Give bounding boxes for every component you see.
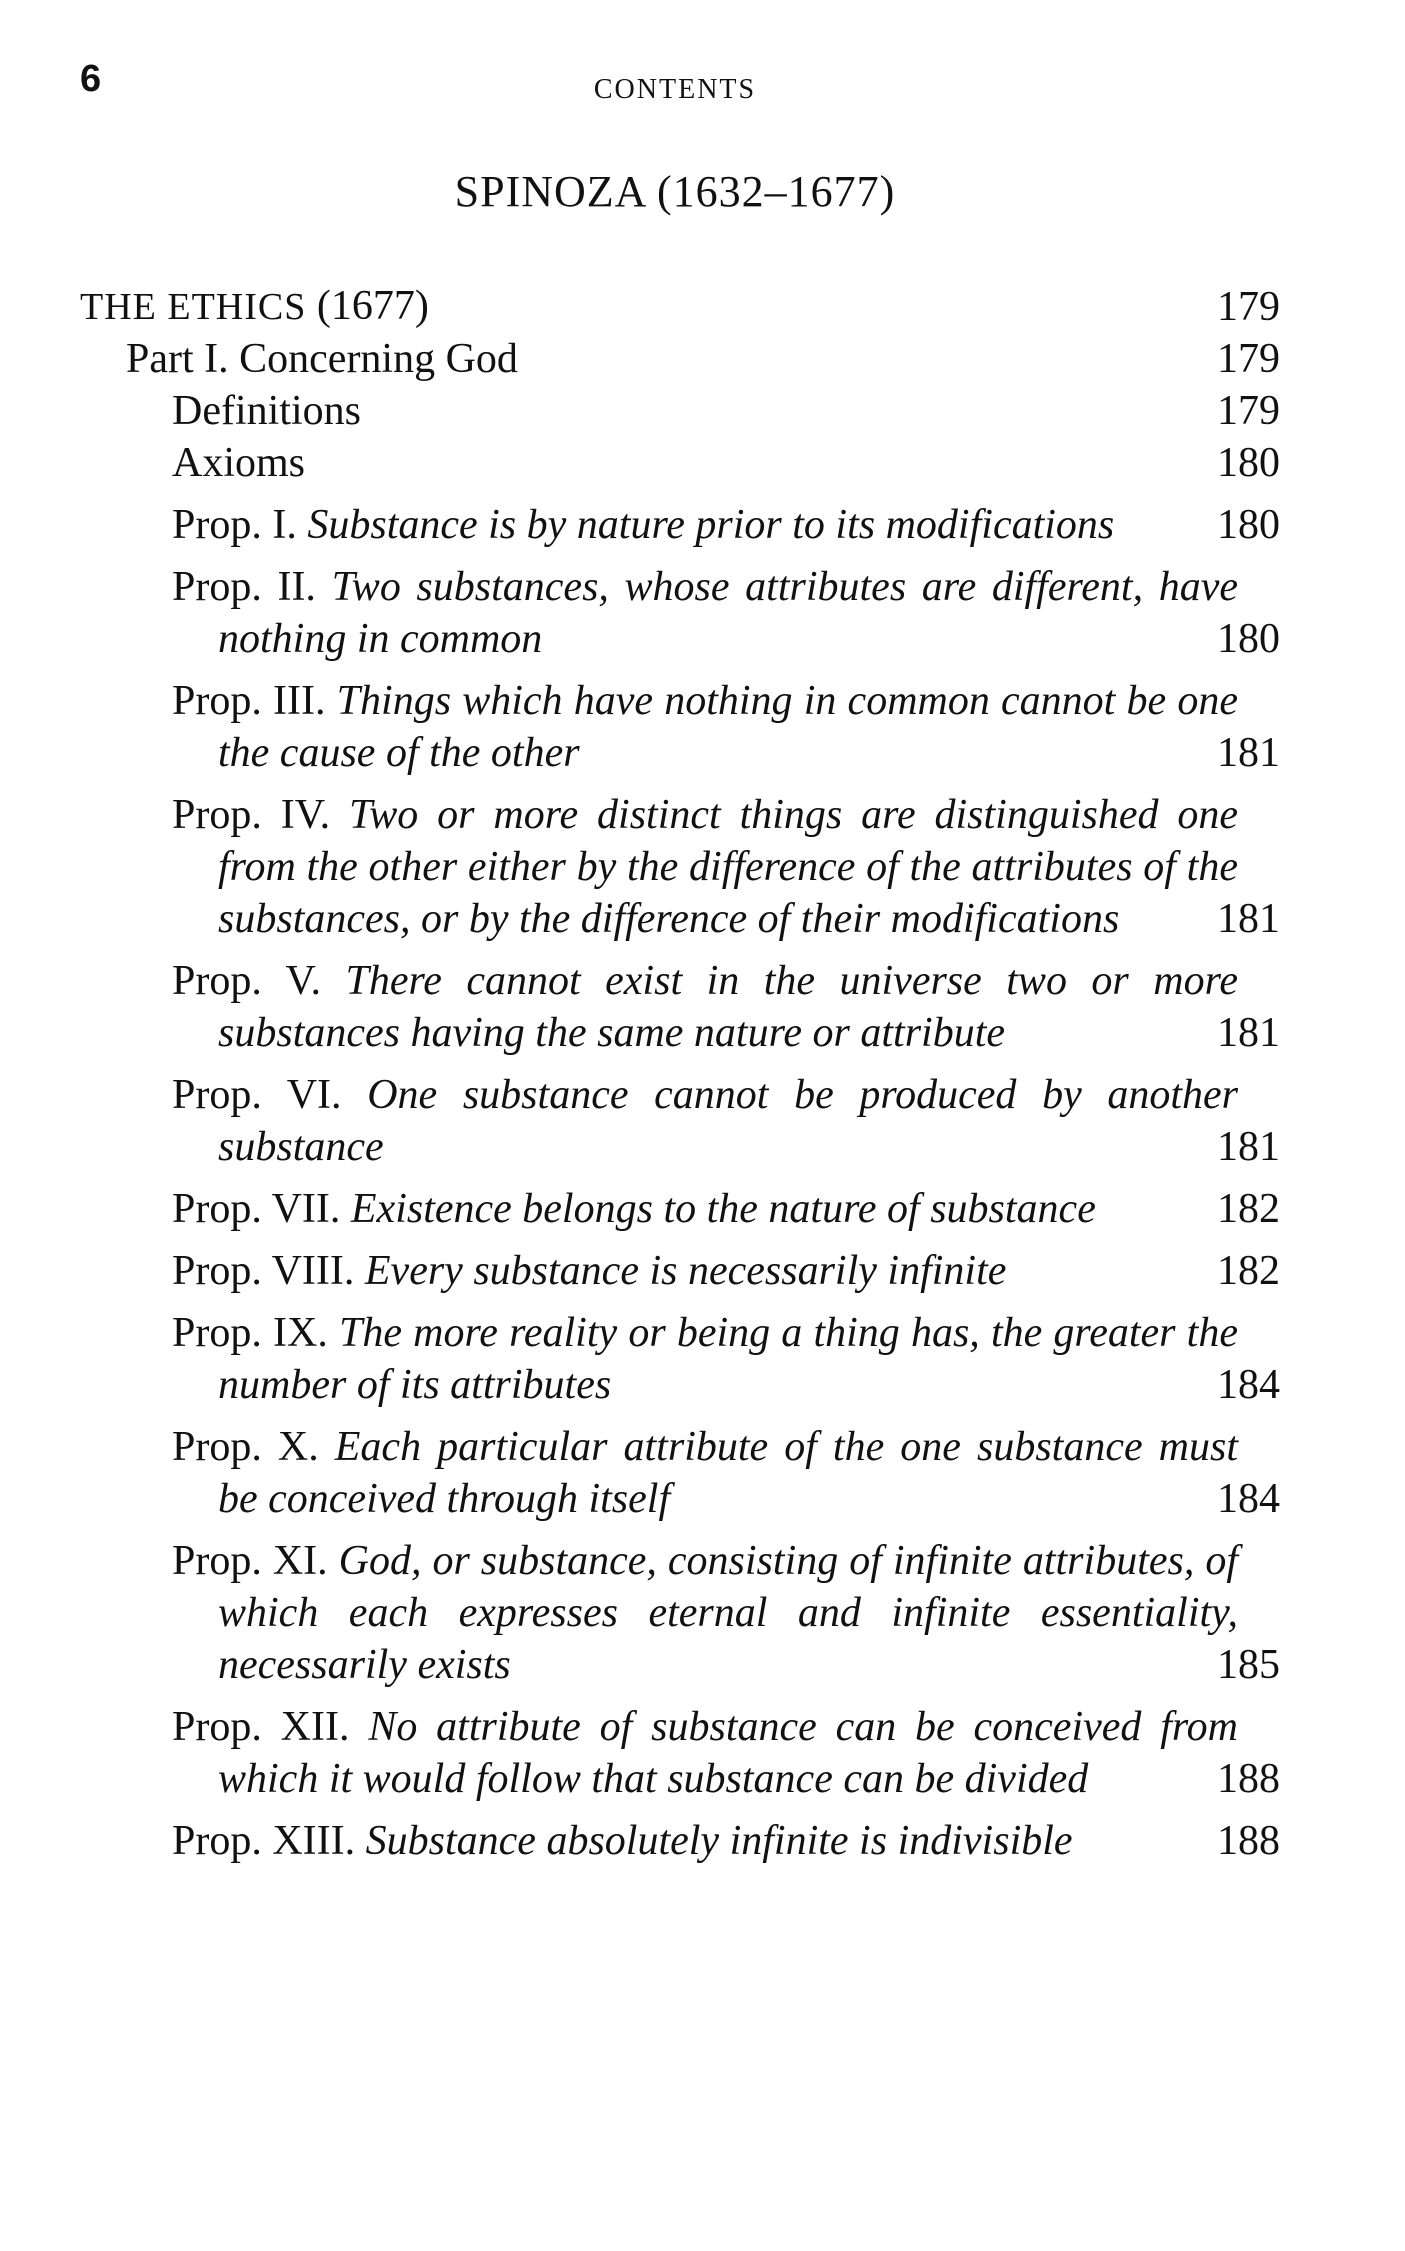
proposition-statement: Two substances, whose attributes are different, have nothing in common [218,564,1238,662]
proposition-statement: Every substance is necessarily infinite [364,1248,1007,1294]
toc-entry-proposition [80,1421,1280,1525]
proposition-number: Prop. II. [172,564,316,610]
section-title: SPINOZA (1632–1677) [454,167,896,216]
running-head: CONTENTS [593,74,757,105]
proposition-number: Prop. XII. [172,1704,350,1750]
work-title: THE ETHICS [80,286,307,328]
toc-entry-proposition [80,1815,1280,1867]
proposition-text [172,675,1238,779]
proposition-number: Prop. XI. [172,1538,328,1584]
proposition-text [172,1421,1238,1525]
toc-entry-proposition [80,1701,1280,1805]
page-ref: 184 [1217,1476,1280,1522]
page-ref: 181 [1217,1010,1280,1056]
proposition-number: Prop. III. [172,678,326,724]
proposition-number: Prop. IV. [172,792,331,838]
proposition-text [172,1069,1238,1173]
page-ref: 184 [1217,1362,1280,1408]
page-ref: 188 [1217,1818,1280,1864]
proposition-statement: There cannot exist in the universe two or more substances having the same nature or attribute [218,958,1238,1056]
page-ref: 179 [1217,336,1280,382]
proposition-statement: Two or more distinct things are distinguished one from the other either by the difference of the attributes of the substances, or by the difference of their modifications [218,792,1239,942]
propositions-list [80,499,1280,1867]
proposition-statement: Each particular attribute of the one substance must be conceived through itself [218,1424,1239,1522]
proposition-text [172,499,1238,551]
proposition-number: Prop. VIII. [172,1248,355,1294]
proposition-text [172,561,1238,665]
proposition-number: Prop. I. [172,502,297,548]
part-label: Part I. Concerning God [126,336,518,382]
toc-entry-proposition [80,1183,1280,1235]
proposition-text [172,1183,1238,1235]
proposition-text [172,1815,1238,1867]
toc-entry-proposition [80,955,1280,1059]
toc-entry-work [80,280,1280,333]
toc-entry-definitions [172,385,1280,437]
proposition-statement: Existence belongs to the nature of substance [350,1186,1096,1232]
page-ref: 182 [1217,1248,1280,1294]
proposition-statement: God, or substance, consisting of infinite attributes, of which each expresses eternal and infinite essentiality, necessarily exists [218,1538,1238,1688]
toc-entry-proposition [80,499,1280,551]
table-of-contents [80,280,1280,1867]
page-ref: 180 [1217,616,1280,662]
toc-entry-proposition [80,1069,1280,1173]
page-ref: 181 [1217,1124,1280,1170]
work-year: (1677) [316,283,429,329]
page-ref: 179 [1217,284,1280,330]
page-number: 6 [80,58,102,100]
proposition-number: Prop. VI. [172,1072,342,1118]
proposition-number: Prop. X. [172,1424,319,1470]
proposition-text [172,1701,1238,1805]
proposition-number: Prop. IX. [172,1310,328,1356]
toc-entry-axioms [172,437,1280,489]
proposition-statement: Substance is by nature prior to its modifications [307,502,1115,548]
proposition-text [172,1307,1238,1411]
proposition-number: Prop. VII. [172,1186,341,1232]
proposition-text [172,1245,1238,1297]
page-ref: 181 [1217,730,1280,776]
page-ref: 180 [1217,502,1280,548]
proposition-text [172,955,1238,1059]
page-ref: 180 [1217,440,1280,486]
toc-entry-proposition [80,561,1280,665]
proposition-text [172,789,1238,945]
toc-entry-proposition [80,1245,1280,1297]
proposition-statement: Things which have nothing in common cannot be one the cause of the other [218,678,1238,776]
proposition-number: Prop. XIII. [172,1818,356,1864]
proposition-statement: One substance cannot be produced by another substance [218,1072,1239,1170]
page-ref: 181 [1217,896,1280,942]
proposition-number: Prop. V. [172,958,321,1004]
toc-entry-part [126,333,1280,385]
axioms-label: Axioms [172,440,306,486]
page-ref: 179 [1217,388,1280,434]
page-ref: 188 [1217,1756,1280,1802]
definitions-label: Definitions [172,388,361,434]
page-ref: 185 [1217,1642,1280,1688]
toc-entry-proposition [80,1535,1280,1691]
proposition-text [172,1535,1238,1691]
toc-entry-proposition [80,675,1280,779]
page-ref: 182 [1217,1186,1280,1232]
proposition-statement: The more reality or being a thing has, the greater the number of its attributes [218,1310,1238,1408]
toc-entry-proposition [80,789,1280,945]
proposition-statement: Substance absolutely infinite is indivisible [365,1818,1073,1864]
proposition-statement: No attribute of substance can be conceived from which it would follow that substance can be divided [218,1704,1239,1802]
toc-entry-proposition [80,1307,1280,1411]
